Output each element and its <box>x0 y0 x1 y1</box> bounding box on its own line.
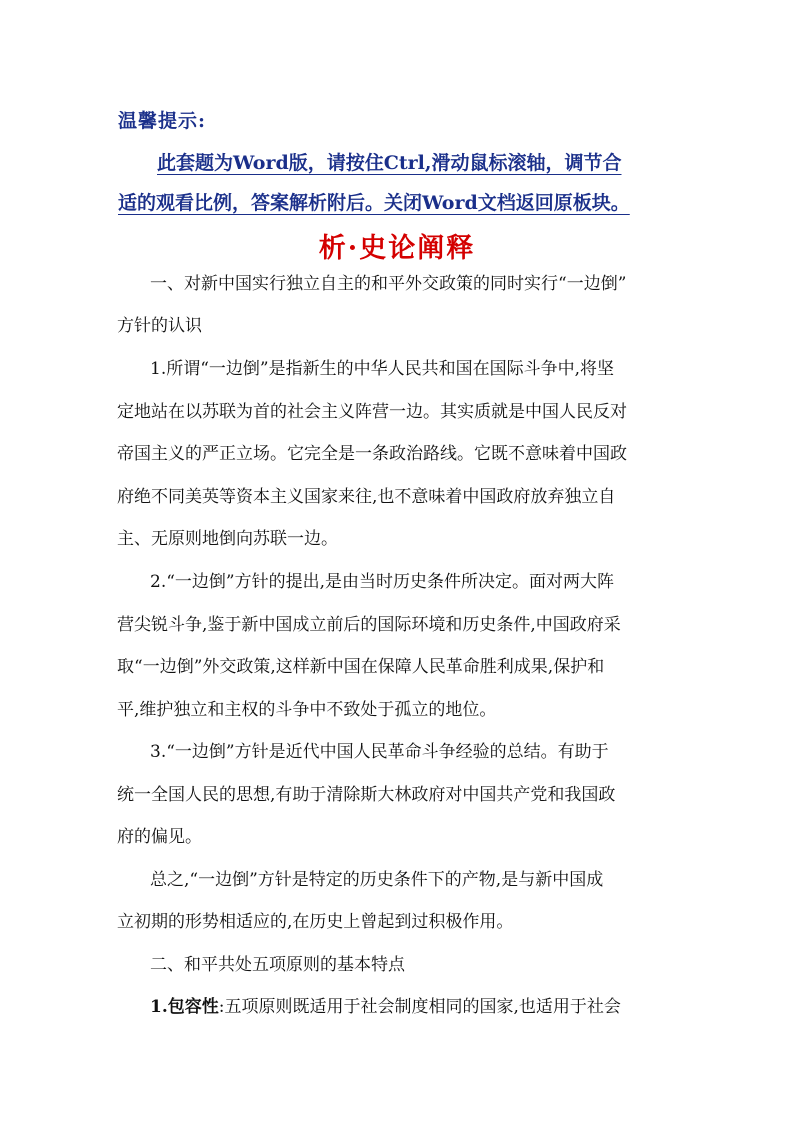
paragraph-line: 二、和平共处五项原则的基本特点 <box>150 955 405 975</box>
principle-label: 1.包容性 <box>150 997 219 1017</box>
principle-text: :五项原则既适用于社会制度相同的国家,也适用于社会 <box>218 997 621 1017</box>
paragraph-line: 总之,“一边倒”方针是特定的历史条件下的产物,是与新中国成 <box>150 870 604 890</box>
paragraph-line: 方针的认识 <box>117 316 202 336</box>
paragraph-line: 一、对新中国实行独立自主的和平外交政策的同时实行“一边倒” <box>150 274 627 294</box>
paragraph-line: 3.“一边倒”方针是近代中国人民革命斗争经验的总结。有助于 <box>150 742 609 762</box>
paragraph-line: 府的偏见。 <box>117 827 202 847</box>
section-title: 析·史论阐释 <box>318 233 476 264</box>
notice-line-2: 适的观看比例，答案解析附后。关闭Word文档返回原板块。 <box>118 192 630 214</box>
paragraph-line: 定地站在以苏联为首的社会主义阵营一边。其实质就是中国人民反对 <box>117 402 627 422</box>
paragraph-line: 立初期的形势相适应的,在历史上曾起到过积极作用。 <box>117 912 514 932</box>
paragraph-line: 统一全国人民的思想,有助于清除斯大林政府对中国共产党和我国政 <box>117 785 616 805</box>
notice-heading: 温馨提示: <box>118 110 207 132</box>
paragraph-line: 2.“一边倒”方针的提出,是由当时历史条件所决定。面对两大阵 <box>150 572 615 592</box>
notice-line-1: 此套题为Word版，请按住Ctrl,滑动鼠标滚轴，调节合 <box>157 152 622 174</box>
paragraph-line: 1.所谓“一边倒”是指新生的中华人民共和国在国际斗争中,将坚 <box>150 359 615 379</box>
paragraph-line: 平,维护独立和主权的斗争中不致处于孤立的地位。 <box>117 700 497 720</box>
paragraph-line: 帝国主义的严正立场。它完全是一条政治路线。它既不意味着中国政 <box>117 444 627 464</box>
paragraph-line: 主、无原则地倒向苏联一边。 <box>117 529 338 549</box>
paragraph-line: 取“一边倒”外交政策,这样新中国在保障人民革命胜利成果,保护和 <box>117 657 605 677</box>
paragraph-line: 府绝不同美英等资本主义国家来往,也不意味着中国政府放弃独立自 <box>117 487 616 507</box>
paragraph-line <box>150 996 621 1018</box>
paragraph-line: 营尖锐斗争,鉴于新中国成立前后的国际环境和历史条件,中国政府采 <box>117 615 621 635</box>
